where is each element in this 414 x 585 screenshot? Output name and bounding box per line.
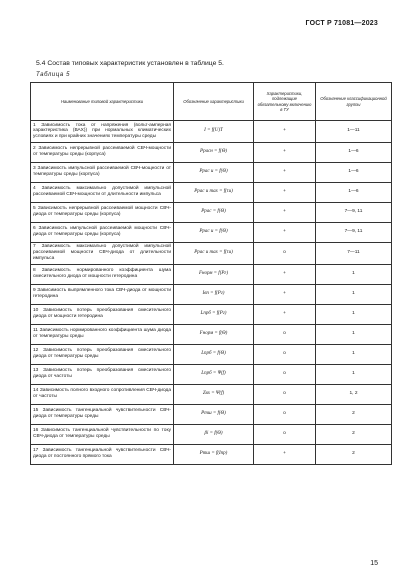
characteristic-symbol: I = f(U)T bbox=[174, 121, 254, 143]
characteristic-symbol: Pрасн = f(Θ) bbox=[174, 142, 254, 162]
standard-number: ГОСТ Р 71081—2023 bbox=[305, 20, 378, 27]
group-designation: 1, 2 bbox=[316, 384, 392, 404]
characteristic-symbol: Pрас и max = f(τи) bbox=[174, 242, 254, 264]
characteristic-name: 8 Зависимость нормированного коэффициента шума смесительного диода от мощности гетеродина bbox=[31, 264, 174, 284]
characteristic-name: 5 Зависимость непрерывной рассеиваемой мощности СВЧ-диода от температуры среды (корпуса) bbox=[31, 202, 174, 222]
column-header-name: Наименование типовой характеристики bbox=[31, 83, 174, 121]
mandatory-mark: + bbox=[254, 444, 316, 464]
characteristic-symbol: Fнорм = f(Θ) bbox=[174, 324, 254, 344]
table-row bbox=[31, 324, 392, 344]
characteristic-symbol: Lпрб = f(Θ) bbox=[174, 344, 254, 364]
mandatory-mark: + bbox=[254, 222, 316, 242]
mandatory-mark: o bbox=[254, 344, 316, 364]
mandatory-mark: + bbox=[254, 142, 316, 162]
characteristic-symbol: Pрас и = f(Θ) bbox=[174, 162, 254, 182]
characteristic-name: 12 Зависимость потерь преобразования смесительного диода от температуры среды bbox=[31, 344, 174, 364]
table-row bbox=[31, 384, 392, 404]
group-designation: 1 bbox=[316, 324, 392, 344]
mandatory-mark: + bbox=[254, 284, 316, 304]
characteristic-name: 3 Зависимость импульсной рассеиваемой СВЧ-мощности от температуры среды (корпуса) bbox=[31, 162, 174, 182]
table-row bbox=[31, 404, 392, 424]
mandatory-mark: + bbox=[254, 264, 316, 284]
group-designation: 1 bbox=[316, 284, 392, 304]
mandatory-mark: + bbox=[254, 304, 316, 324]
group-designation: 1—11 bbox=[316, 121, 392, 143]
table-row bbox=[31, 162, 392, 182]
mandatory-mark: o bbox=[254, 324, 316, 344]
table-row bbox=[31, 424, 392, 444]
characteristic-name: 4 Зависимость максимально допустимой импульсной рассеиваемой СВЧ-мощности от длительности импульса bbox=[31, 182, 174, 202]
mandatory-mark: + bbox=[254, 202, 316, 222]
table-row bbox=[31, 264, 392, 284]
characteristic-name: 13 Зависимость потерь преобразования смесительного диода от частоты bbox=[31, 364, 174, 384]
table-row bbox=[31, 284, 392, 304]
characteristic-symbol: βi = f(Θ) bbox=[174, 424, 254, 444]
characteristic-symbol: Fнорм = f(Pг) bbox=[174, 264, 254, 284]
mandatory-mark: o bbox=[254, 404, 316, 424]
characteristic-symbol: Zвх = Ψ(f) bbox=[174, 384, 254, 404]
characteristic-symbol: Lпрб = f(Pг) bbox=[174, 304, 254, 324]
table-header-row bbox=[31, 83, 392, 121]
table-row bbox=[31, 182, 392, 202]
group-designation: 1 bbox=[316, 304, 392, 324]
mandatory-mark: o bbox=[254, 364, 316, 384]
characteristic-symbol: Pрас и = f(Θ) bbox=[174, 222, 254, 242]
page-number: 15 bbox=[370, 560, 378, 567]
mandatory-mark: o bbox=[254, 384, 316, 404]
table-row bbox=[31, 364, 392, 384]
group-designation: 1 bbox=[316, 364, 392, 384]
table-row bbox=[31, 202, 392, 222]
characteristic-symbol: Pтш = f(Iпр) bbox=[174, 444, 254, 464]
characteristic-name: 6 Зависимость импульсной рассеиваемой мощности СВЧ-диода от температуры среды (корпуса) bbox=[31, 222, 174, 242]
characteristic-name: 17 Зависимость тангенциальной чувствительности СВЧ-диода от постоянного прямого тока bbox=[31, 444, 174, 464]
mandatory-mark: + bbox=[254, 162, 316, 182]
mandatory-mark: o bbox=[254, 242, 316, 264]
characteristic-name: 1 Зависимость тока от напряжения (вольт-амперная характеристика (ВАХ)) при нормальных климатических условиях и при крайних значениях температуры среды bbox=[31, 121, 174, 143]
group-designation: 1—6 bbox=[316, 162, 392, 182]
table-row bbox=[31, 121, 392, 143]
group-designation: 2 bbox=[316, 404, 392, 424]
characteristic-name: 16 Зависимость тангенциальной чувствительности по току СВЧ-диода от температуры среды bbox=[31, 424, 174, 444]
column-header-symbol: Обозначение характеристики bbox=[174, 83, 254, 121]
characteristic-name: 11 Зависимость нормированного коэффициента шума диода от температуры среды bbox=[31, 324, 174, 344]
mandatory-mark: + bbox=[254, 182, 316, 202]
table-row bbox=[31, 304, 392, 324]
characteristic-name: 14 Зависимость полного входного сопротивления СВЧ-диода от частоты bbox=[31, 384, 174, 404]
group-designation: 1 bbox=[316, 264, 392, 284]
table-row bbox=[31, 242, 392, 264]
mandatory-mark: + bbox=[254, 121, 316, 143]
column-header-group: Обозначение классификационной группы bbox=[316, 83, 392, 121]
column-header-mandatory: Характеристики, подлежащие обязательному включению в ТУ bbox=[254, 83, 316, 121]
group-designation: 2 bbox=[316, 444, 392, 464]
characteristic-symbol: Iвп = f(Pг) bbox=[174, 284, 254, 304]
table-row bbox=[31, 344, 392, 364]
mandatory-mark: o bbox=[254, 424, 316, 444]
characteristic-name: 15 Зависимость тангенциальной чувствительности СВЧ-диода от температуры среды bbox=[31, 404, 174, 424]
group-designation: 1—6 bbox=[316, 182, 392, 202]
table-row bbox=[31, 444, 392, 464]
characteristic-name: 7 Зависимость максимально допустимой импульсной рассеиваемой мощности СВЧ-диода от длительности импульса bbox=[31, 242, 174, 264]
characteristic-name: 9 Зависимость выпрямленного тока СВЧ-диода от мощности гетеродина bbox=[31, 284, 174, 304]
characteristic-name: 2 Зависимость непрерывной рассеиваемой СВЧ-мощности от температуры среды (корпуса) bbox=[31, 142, 174, 162]
group-designation: 1 bbox=[316, 344, 392, 364]
table-title: Таблица 5 bbox=[36, 72, 71, 78]
characteristic-symbol: Lпрб = Ψ(f) bbox=[174, 364, 254, 384]
characteristic-symbol: Pрас и max = f(τи) bbox=[174, 182, 254, 202]
group-designation: 1—6 bbox=[316, 142, 392, 162]
intro-paragraph: 5.4 Состав типовых характеристик установлен в таблице 5. bbox=[36, 60, 224, 67]
characteristic-name: 10 Зависимость потерь преобразования смесительного диода от мощности гетеродина bbox=[31, 304, 174, 324]
group-designation: 7—9, 11 bbox=[316, 222, 392, 242]
group-designation: 7—11 bbox=[316, 242, 392, 264]
group-designation: 2 bbox=[316, 424, 392, 444]
characteristic-symbol: Pтш = f(Θ) bbox=[174, 404, 254, 424]
table-row bbox=[31, 222, 392, 242]
characteristic-symbol: Pрас = f(Θ) bbox=[174, 202, 254, 222]
table-row bbox=[31, 142, 392, 162]
group-designation: 7—9, 11 bbox=[316, 202, 392, 222]
characteristics-table bbox=[30, 82, 392, 465]
